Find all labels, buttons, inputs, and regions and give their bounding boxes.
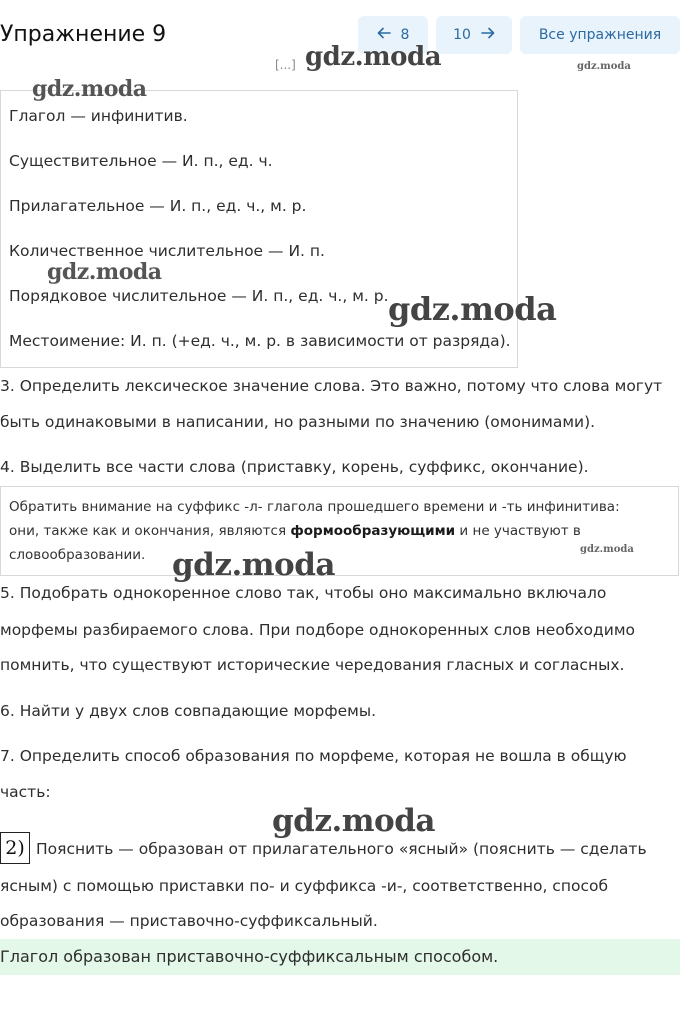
all-exercises-button[interactable] bbox=[520, 16, 680, 54]
next-exercise-label: 10 bbox=[453, 27, 471, 43]
note-bold-term: формообразующими bbox=[290, 523, 456, 539]
watermark-logo: gdz.moda bbox=[47, 259, 162, 285]
box-line: Прилагательное — И. п., ед. ч., м. р. bbox=[9, 197, 307, 215]
item-2-line: ясным) с помощью приставки по- и суффикса -и-, соответственно, способ bbox=[0, 877, 609, 895]
step-5-line: помнить, что существуют исторические чередования гласных и согласных. bbox=[0, 656, 625, 674]
box-line: Глагол — инфинитив. bbox=[9, 107, 188, 125]
cut-off-text: [...] bbox=[275, 58, 296, 72]
watermark-logo: gdz.moda bbox=[388, 290, 557, 328]
box-line: Существительное — И. п., ед. ч. bbox=[9, 152, 273, 170]
watermark-logo: gdz.moda bbox=[577, 61, 631, 72]
watermark-logo: gdz.moda bbox=[272, 803, 435, 839]
next-exercise-button[interactable] bbox=[436, 16, 512, 54]
watermark-logo: gdz.moda bbox=[172, 547, 335, 583]
answer-highlight bbox=[0, 939, 680, 975]
answer-text: Глагол образован приставочно-суффиксальным способом. bbox=[0, 947, 499, 966]
item-2-line: Пояснить — образован от прилагательного «ясный» (пояснить — сделать bbox=[36, 840, 647, 858]
step-5-line: 5. Подобрать однокоренное слово так, чтобы оно максимально включало bbox=[0, 584, 607, 602]
step-6-line: 6. Найти у двух слов совпадающие морфемы. bbox=[0, 702, 377, 720]
all-exercises-label: Все упражнения bbox=[538, 27, 662, 43]
note-line: они, также как и окончания, являются формообразующими и не участвуют в bbox=[9, 523, 581, 539]
box-line: Порядковое числительное — И. п., ед. ч., м. р. bbox=[9, 287, 389, 305]
item-2-line: образования — приставочно-суффиксальный. bbox=[0, 912, 378, 930]
box-line: Местоимение: И. п. (+ед. ч., м. р. в зависимости от разряда). bbox=[9, 332, 511, 350]
box-line: Количественное числительное — И. п. bbox=[9, 242, 325, 260]
prev-exercise-label: 8 bbox=[400, 27, 410, 43]
watermark-logo: gdz.moda bbox=[305, 42, 442, 72]
step-3-line: 3. Определить лексическое значение слова. Это важно, потому что слова могут bbox=[0, 377, 663, 395]
note-line: словообразовании. bbox=[9, 547, 146, 563]
step-5-line: морфемы разбираемого слова. При подборе однокоренных слов необходимо bbox=[0, 621, 636, 639]
step-4-line: 4. Выделить все части слова (приставку, корень, суффикс, окончание). bbox=[0, 458, 589, 476]
arrow-right-icon bbox=[481, 26, 495, 44]
note-line: Обратить внимание на суффикс -л- глагола прошедшего времени и -ть инфинитива: bbox=[9, 499, 620, 515]
step-7-line: 7. Определить способ образования по морфеме, которая не вошла в общую bbox=[0, 747, 627, 765]
step-7-line: часть: bbox=[0, 783, 51, 801]
item-number: 2) bbox=[0, 832, 30, 864]
page-title: Упражнение 9 bbox=[0, 22, 167, 47]
watermark-logo: gdz.moda bbox=[32, 76, 147, 102]
watermark-logo: gdz.moda bbox=[580, 544, 634, 555]
step-3-line: быть одинаковыми в написании, но разными по значению (омонимами). bbox=[0, 413, 596, 431]
